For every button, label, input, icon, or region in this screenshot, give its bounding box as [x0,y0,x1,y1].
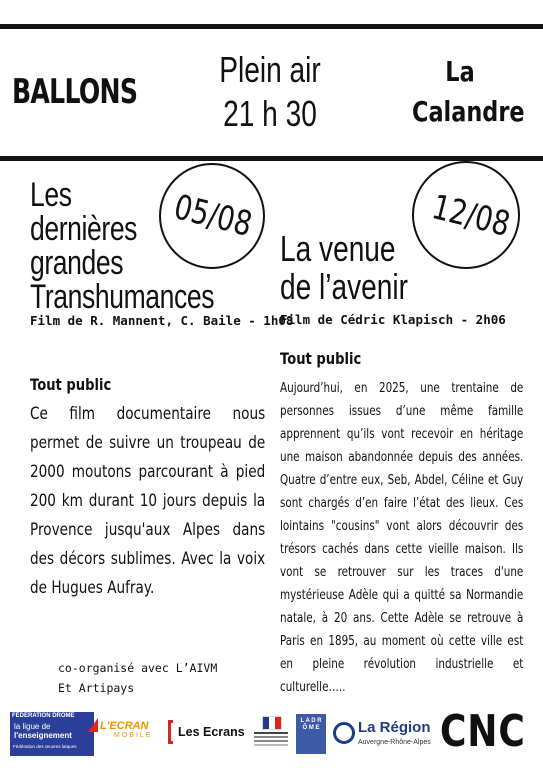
cnc-logo: CNC [440,706,526,757]
coorganisation-line2: Et Artipays [58,681,135,695]
film-1-title-line: Transhumances [30,278,215,316]
header-right-line1: La [445,55,475,88]
film-2-byline: Film de Cédric Klapisch - 2h06 [280,312,506,327]
film-1-title-line: grandes [30,244,124,282]
film-1-byline: Film de R. Mannent, C. Baile - 1h08 [30,313,294,328]
les-ecrans-name: Les Ecrans [178,725,245,739]
header-right-line2: Calandre [412,95,525,128]
les-ecrans-logo [168,720,245,750]
marianne-flag-icon [262,716,282,730]
la-drome-name: L A D R Ô M E [300,718,322,731]
header-time [195,48,345,136]
header-category: BALLONS [12,72,138,112]
film-1-title-line: dernières [30,210,138,248]
region-name: La Région [358,719,431,736]
film-2-title-line: de l’avenir [280,266,408,307]
la-region-logo [333,718,433,752]
la-drome-logo [296,714,326,754]
region-subname: Auvergne-Rhône-Alpes [358,739,431,746]
partner-logos [0,706,543,764]
coorganisation-line1: co-organisé avec L’AIVM [58,661,218,675]
film-1-synopsis: Ce film documentaire nous permet de suivre un troupeau de 2000 moutons parcourant à pied 200 km durant 10 jours depuis la Provence jusqu'aux Alpes dans des décors sublimes. Avec la voix de Hugues Aufray. [30,404,266,598]
header-venue [400,52,525,132]
film-1-date: 05/08 [170,187,256,245]
region-circle-icon [333,722,355,744]
ligue-subtitle: Fédération des œuvres laïques [13,744,77,749]
film-2-date: 12/08 [428,187,514,245]
ligue-top-band: FÉDÉRATION DRÔME [12,713,75,719]
coorganisation-note [58,658,217,698]
header-center-line2: 21 h 30 [223,93,317,134]
header-top-rule [0,24,543,29]
ecran-mobile-sub: MOBILE [114,732,153,739]
ecran-mobile-name: L'ECRAN [100,720,149,732]
ligue-enseignement-logo [10,712,94,756]
les-ecrans-bracket-icon [168,720,173,744]
film-1-audience: Tout public [30,375,112,394]
film-2-title-line: La venue [280,228,396,269]
prefet-text-lines [254,732,288,734]
header-center-line1: Plein air [219,49,321,90]
ligue-name-2: l'enseignement [14,731,72,740]
film-2-synopsis: Aujourd’hui, en 2025, une trentaine de personnes issues d’une même famille apprennent qu’ils vont recevoir en héritage une maison abandonnée depuis des années. Quatre d’entre eux, Seb, Abdel, Céline et Guy sont chargés d’en faire l’état des lieux. Ces lointains "cousins" vont alors découvrir des trésors cachés dans cette vieille maison. Ils vont se retrouver sur les traces d'une mystérieuse Adèle qui a quitté sa Normandie natale, à 20 ans. Cette Adèle se retrouve à Paris en 1895, au moment où cette ville est en pleine révolution industrielle et culturelle….. [280,380,524,695]
republique-francaise-logo [248,714,294,754]
film-1-title-line: Les [30,176,72,214]
film-2-audience: Tout public [280,349,362,368]
ligue-red-mark [88,718,98,732]
ligue-name-1: la ligue de [14,722,51,731]
ecran-mobile-logo [100,720,160,750]
